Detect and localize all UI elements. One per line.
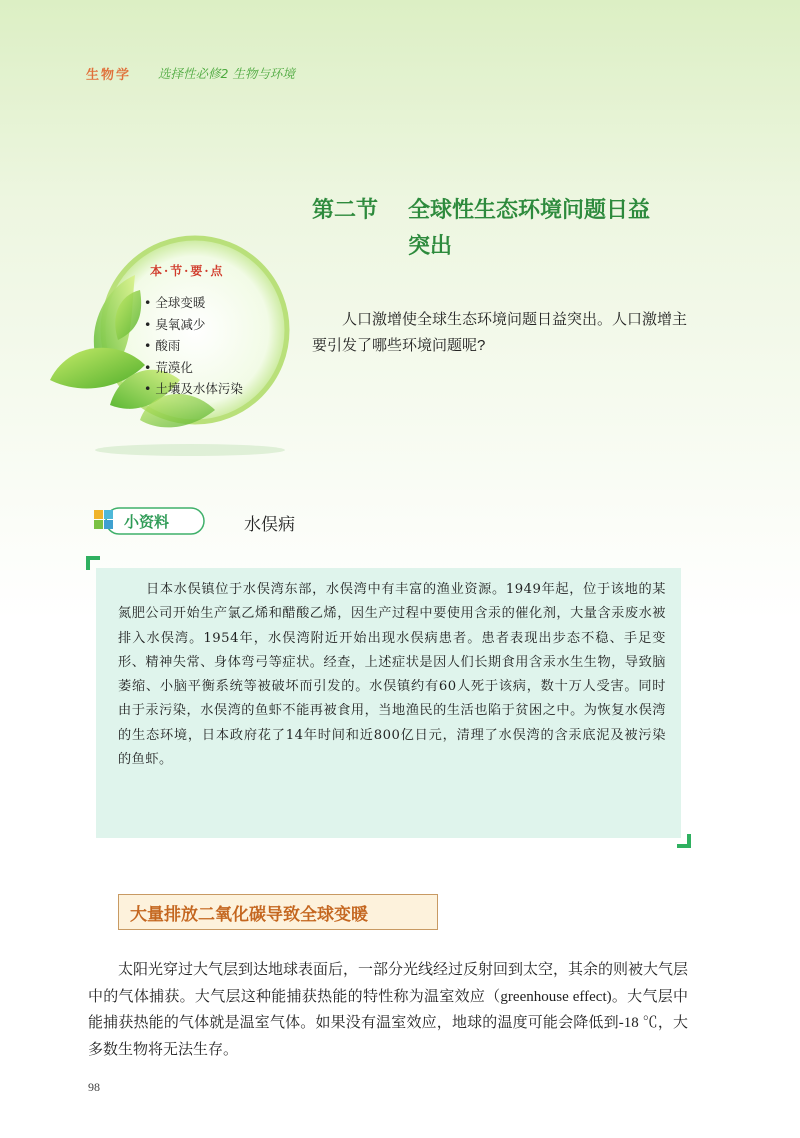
header-subject: 生物学: [86, 68, 132, 83]
subsection-heading: 大量排放二氧化碳导致全球变暖: [130, 905, 368, 925]
key-point-item: • 荒漠化: [144, 357, 243, 379]
key-points-title: 本·节·要·点: [150, 264, 225, 278]
corner-mark-icon: [86, 556, 100, 570]
corner-mark-icon: [677, 834, 691, 848]
section-title-line1: 全球性生态环境问题日益: [408, 198, 651, 223]
section-title: [312, 193, 712, 265]
info-box-title: 水俣病: [244, 515, 295, 535]
header-book-title: 选择性必修2 生物与环境: [158, 66, 295, 81]
key-point-item: • 酸雨: [144, 335, 243, 357]
section-number: 第二节: [312, 198, 379, 223]
key-point-item: • 全球变暖: [144, 292, 243, 314]
page-number: 98: [88, 1080, 100, 1094]
body-paragraph: 太阳光穿过大气层到达地球表面后，一部分光线经过反射回到太空，其余的则被大气层中的气体捕获。大气层这种能捕获热能的特性称为温室效应（greenhouse effect)。大气层中能捕获热能的气体就是温室气体。如果没有温室效应，地球的温度可能会降低到-18 ℃，大多数生物将无法生存。: [88, 962, 689, 1058]
section-title-line2: 突出: [408, 234, 453, 259]
info-box-text: 日本水俣镇位于水俣湾东部，水俣湾中有丰富的渔业资源。1949年起，位于该地的某氮肥公司开始生产氯乙烯和醋酸乙烯，因生产过程中要使用含汞的催化剂，大量含汞废水被排入水俣湾。1954年，水俣湾附近开始出现水俣病患者。患者表现出步态不稳、手足变形、精神失常、身体弯弓等症状。经查，上述症状是因人们长期食用含汞水生生物，导致脑萎缩、小脑平衡系统等被破坏而引发的。水俣镇约有60人死于该病，数十万人受害。同时由于汞污染，水俣湾的鱼虾不能再被食用，当地渔民的生活也陷于贫困之中。为恢复水俣湾的生态环境，日本政府花了14年时间和近800亿日元，清理了水俣湾的含汞底泥及被污染的鱼虾。: [118, 582, 666, 768]
key-points-list: [144, 292, 243, 400]
info-tag-label: 小资料: [124, 513, 170, 531]
intro-paragraph: 人口激增使全球生态环境问题日益突出。人口激增主要引发了哪些环境问题呢?: [312, 311, 688, 354]
key-point-item: • 土壤及水体污染: [144, 378, 243, 400]
key-point-item: • 臭氧减少: [144, 314, 243, 336]
